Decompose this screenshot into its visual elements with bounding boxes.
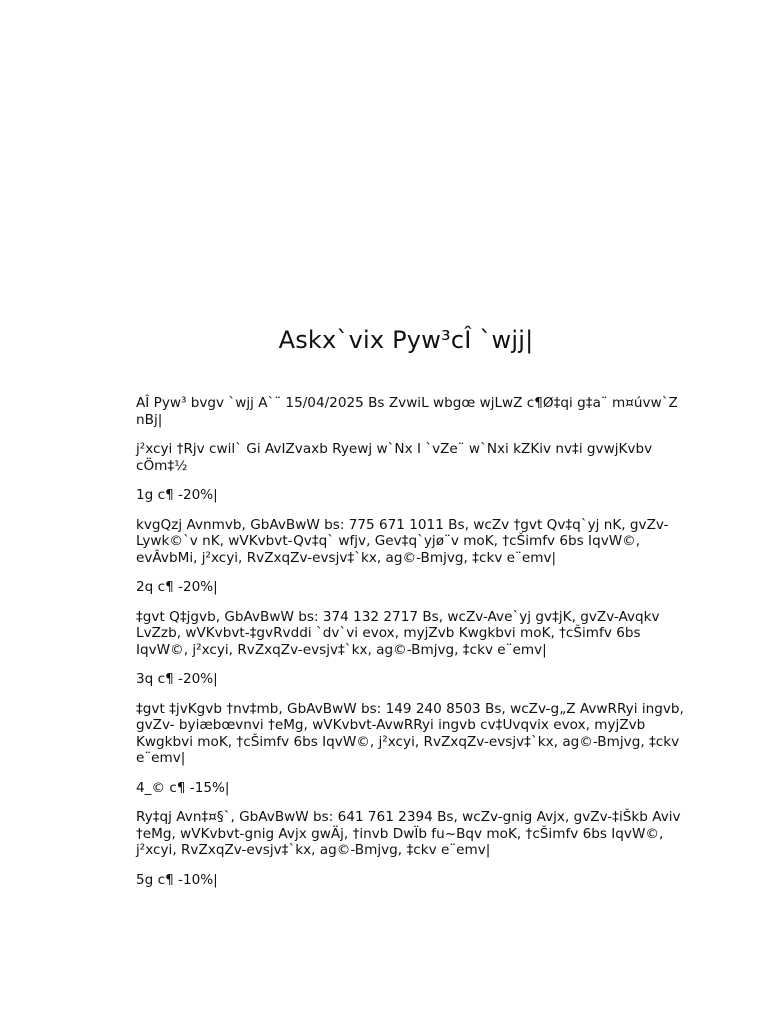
- party-3-details: ‡gvt ‡jvKgvb †nv‡mb, GbAvBwW bs: 149 240 8503 Bs, wcZv-g„Z AvwRRyi ingvb, gvZv- byiæbœvnvi †eMg, wVKvbvt-AvwRRyi ingvb cv‡Uvqvix evox, myjZvb Kwgkbvi moK, †cŠimfv 6bs IqvW©, j²xcyi, RvZxqZv-evsjv‡`kx, ag©-Bmjvg, ‡ckv e¨emv|: [136, 700, 684, 766]
- party-1-heading: 1g c¶ -20%|: [136, 487, 218, 503]
- document-body: [136, 395, 684, 901]
- summary-paragraph: j²xcyi †Rjv cwil` Gi AvIZvaxb Ryewj w`Nx I `vZe¨ w`Nxi kZKiv nv‡i gvwjKvbv cÖm‡½: [136, 441, 653, 474]
- party-2-details: ‡gvt Q‡jgvb, GbAvBwW bs: 374 132 2717 Bs, wcZv-Ave`yj gv‡jK, gvZv-Avqkv LvZzb, wVKvbvt-‡gvRvddi `dv`vi evox, myjZvb Kwgkbvi moK, †cŠimfv 6bs IqvW©, j²xcyi, RvZxqZv-evsjv‡`kx, ag©-Bmjvg, ‡ckv e¨emv|: [136, 608, 660, 658]
- document-title: Askx`vix Pyw³cÎ `wjj|: [278, 326, 534, 354]
- party-1-details: kvgQzj Avnmvb, GbAvBwW bs: 775 671 1011 Bs, wcZv †gvt Qv‡q`yj nK, gvZv- Lywk©`v nK, wVKvbvt-Qv‡q` wfjv, Gev‡q`yjø¨v moK, †cŠimfv 6bs IqvW©, evÂvbMi, j²xcyi, RvZxqZv-evsjv‡`kx, ag©-Bmjvg, ‡ckv e¨emv|: [136, 516, 669, 566]
- intro-paragraph: AÎ Pyw³ bvgv `wjj A`¨ 15/04/2025 Bs ZvwiL wbgœ wjLwZ c¶Ø‡qi g‡a¨ m¤úvw`Z nBj|: [136, 395, 678, 428]
- party-2-heading: 2q c¶ -20%|: [136, 579, 218, 595]
- party-4-heading: 4_© c¶ -15%|: [136, 779, 230, 796]
- party-4-details: Ry‡qj Avn‡¤§`, GbAvBwW bs: 641 761 2394 Bs, wcZv-gnig Avjx, gvZv-‡iŠkb Aviv †eMg, wVKvbvt-gnig Avjx gwÄj, †invb DwÏb fu~Bqv moK, †cŠimfv 6bs IqvW©, j²xcyi, RvZxqZv-evsjv‡`kx, ag©-Bmjvg, ‡ckv e¨emv|: [136, 809, 681, 858]
- party-5-heading: 5g c¶ -10%|: [136, 871, 218, 888]
- party-3-heading: 3q c¶ -20%|: [136, 671, 218, 687]
